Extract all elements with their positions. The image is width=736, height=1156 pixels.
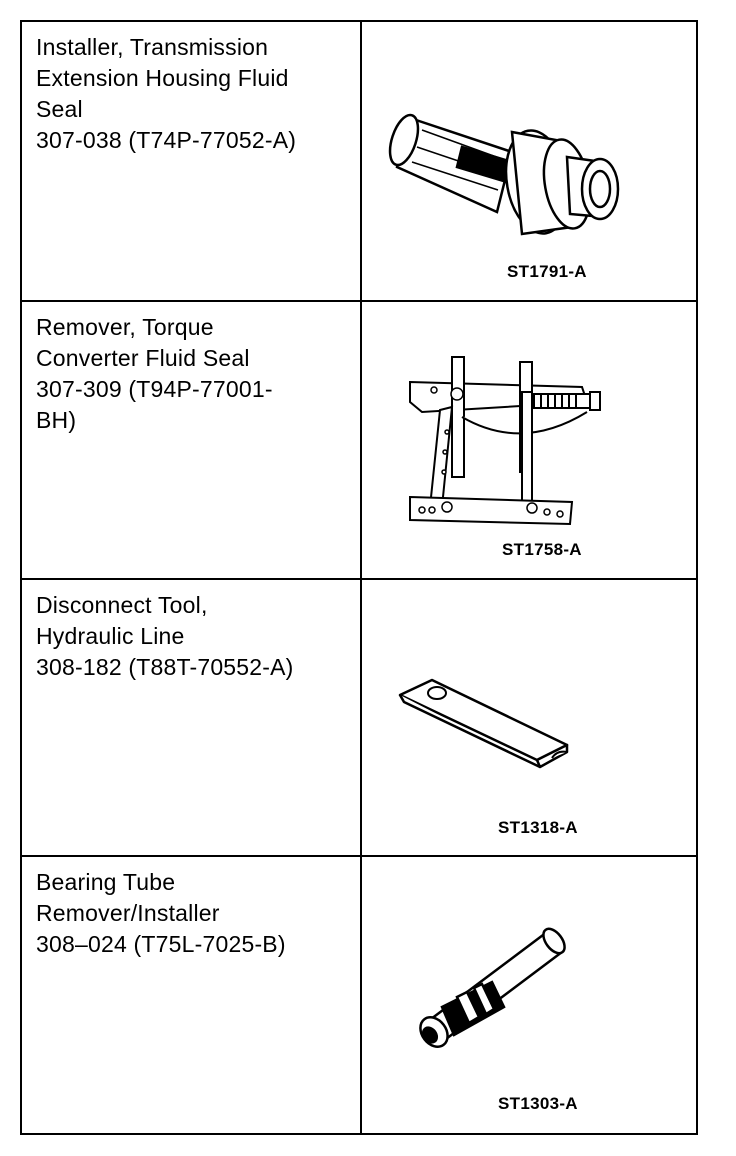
- special-tools-table: [20, 20, 698, 1135]
- illustration-id: ST1758-A: [502, 540, 582, 559]
- tool-name-line: Hydraulic Line: [36, 623, 185, 649]
- tool-name-line: Remover/Installer: [36, 900, 220, 926]
- illustration-id: ST1791-A: [507, 262, 587, 281]
- tool-number: 308-182 (T88T-70552-A): [36, 654, 294, 680]
- illustration-id: ST1303-A: [498, 1094, 578, 1113]
- tool-name-line: Converter Fluid Seal: [36, 345, 250, 371]
- tool-name-line: Installer, Transmission: [36, 34, 269, 60]
- tool-row-2: [22, 302, 696, 580]
- tool-number: 308–024 (T75L-7025-B): [36, 931, 286, 957]
- seal-installer-icon: [362, 22, 696, 298]
- tool-illustration-cell: [362, 302, 696, 578]
- tool-description: [22, 302, 362, 578]
- tool-description: [22, 857, 362, 1133]
- disconnect-tool-icon: [362, 580, 696, 853]
- illustration-id: ST1318-A: [498, 818, 578, 837]
- tool-number: 307-309 (T94P-77001-: [36, 376, 273, 402]
- tool-number: 307-038 (T74P-77052-A): [36, 127, 297, 153]
- tool-description: [22, 22, 362, 300]
- tool-name-line: Seal: [36, 96, 83, 122]
- tool-row-3: [22, 580, 696, 857]
- tool-illustration-cell: [362, 22, 696, 300]
- tool-number: BH): [36, 407, 77, 433]
- tool-name-line: Disconnect Tool,: [36, 592, 208, 618]
- tool-name-line: Remover, Torque: [36, 314, 214, 340]
- tool-description: [22, 580, 362, 855]
- tool-illustration-cell: [362, 580, 696, 855]
- seal-remover-icon: [362, 302, 696, 576]
- bearing-tube-tool-icon: [362, 857, 696, 1129]
- tool-row-4: [22, 857, 696, 1133]
- tool-illustration-cell: [362, 857, 696, 1133]
- tool-name-line: Bearing Tube: [36, 869, 176, 895]
- tool-row-1: [22, 22, 696, 302]
- tool-name-line: Extension Housing Fluid: [36, 65, 289, 91]
